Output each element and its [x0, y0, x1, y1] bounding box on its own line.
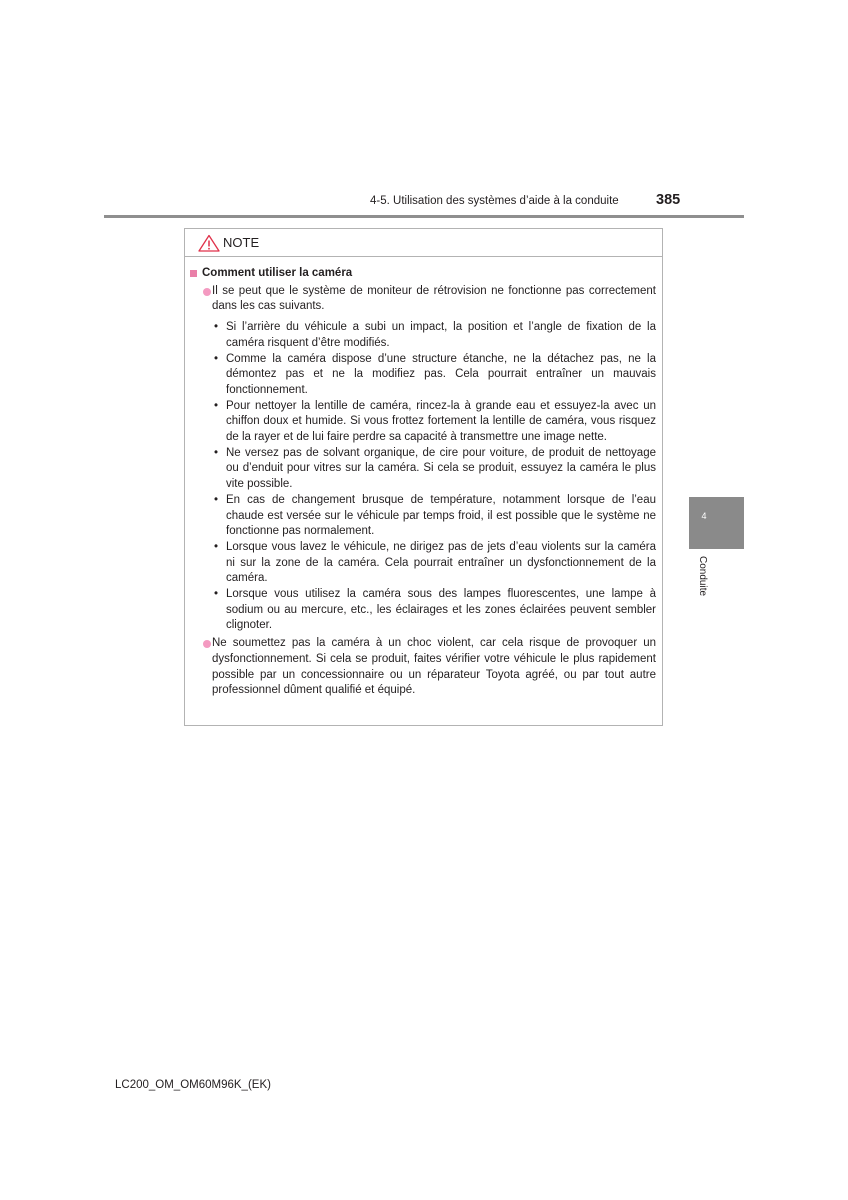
- chapter-tab[interactable]: [689, 497, 744, 549]
- sub-bullet-dot-icon: •: [214, 321, 219, 334]
- page-number: 385: [656, 192, 681, 208]
- sub-bullet-dot-icon: •: [214, 446, 219, 459]
- sub-list-item: [190, 493, 656, 540]
- sub-bullet-dot-icon: •: [214, 352, 219, 365]
- sub-item-text: Lorsque vous utilisez la caméra sous des lampes fluorescentes, une lampe à sodium ou au mercure, etc., les éclairages et les zones éclairées peuvent sembler clignoter.: [226, 588, 656, 632]
- sub-list-item: [190, 587, 656, 634]
- sub-list: [190, 320, 656, 634]
- sub-list-item: [190, 540, 656, 587]
- chapter-tab-label: Conduite: [697, 556, 708, 597]
- section-heading-text: Comment utiliser la caméra: [202, 267, 353, 279]
- sub-item-text: Comme la caméra dispose d’une structure étanche, ne la détachez pas, ne la démontez pas et ne la modifiez pas. Cela pourrait entraîner un mauvais fonctionnement.: [226, 352, 656, 396]
- sub-item-text: Ne versez pas de solvant organique, de cire pour voiture, de produit de nettoyage ou d’enduit pour vitres sur la caméra. Si cela se produit, essuyez la caméra le plus vite possible.: [226, 446, 656, 491]
- sub-list-item: [190, 352, 656, 399]
- note-body: [185, 257, 662, 699]
- sub-item-text: Si l’arrière du véhicule a subi un impact, la position et l’angle de fixation de la caméra risquent d’être modifiés.: [226, 321, 656, 349]
- header-rule: [104, 215, 744, 218]
- pink-circle-bullet-icon: [203, 640, 211, 648]
- sub-bullet-dot-icon: •: [214, 493, 219, 506]
- bullet-text: Ne soumettez pas la caméra à un choc violent, car cela risque de provoquer un dysfonctionnement. Si cela se produit, faites vérifier votre véhicule le plus rapidement possible par un concessionnaire ou un réparateur Toyota agréé, ou par tout autre professionnel dûment qualifié et équipé.: [212, 637, 656, 697]
- pink-circle-bullet-icon: [203, 288, 211, 296]
- sub-bullet-dot-icon: •: [214, 540, 219, 553]
- note-title: NOTE: [223, 235, 260, 250]
- section-heading: [190, 266, 656, 282]
- footer-document-code: LC200_OM_OM60M96K_(EK): [115, 1079, 271, 1091]
- bullet-item: [190, 284, 656, 315]
- header-section-title: 4-5. Utilisation des systèmes d’aide à la conduite: [370, 195, 619, 207]
- sub-list-item: [190, 446, 656, 493]
- sub-item-text: En cas de changement brusque de température, notamment lorsque de l’eau chaude est versée sur le véhicule par temps froid, il est possible que le système ne fonctionne pas normalement.: [226, 493, 656, 538]
- note-header: [185, 229, 662, 257]
- bullet-text: Il se peut que le système de moniteur de rétrovision ne fonctionne pas correctement dans les cas suivants.: [212, 284, 656, 313]
- sub-item-text: Pour nettoyer la lentille de caméra, rincez-la à grande eau et essuyez-la avec un chiffon doux et humide. Si vous frottez fortement la lentille de caméra, vous risquez de la rayer et de lui faire perdre sa capacité à transmettre une image nette.: [226, 399, 656, 444]
- sub-bullet-dot-icon: •: [214, 399, 219, 412]
- sub-bullet-dot-icon: •: [214, 588, 219, 601]
- sub-list-item: [190, 399, 656, 446]
- warning-triangle-icon: [198, 234, 220, 252]
- sub-list-item: [190, 320, 656, 351]
- bullet-item: [190, 636, 656, 699]
- chapter-tab-number: 4: [701, 511, 707, 521]
- pink-square-icon: [190, 270, 197, 277]
- sub-item-text: Lorsque vous lavez le véhicule, ne dirigez pas de jets d’eau violents sur la caméra ni sur la zone de la caméra. Cela pourrait entraîner un dysfonctionnement de la caméra.: [226, 540, 656, 585]
- note-box: [184, 228, 663, 726]
